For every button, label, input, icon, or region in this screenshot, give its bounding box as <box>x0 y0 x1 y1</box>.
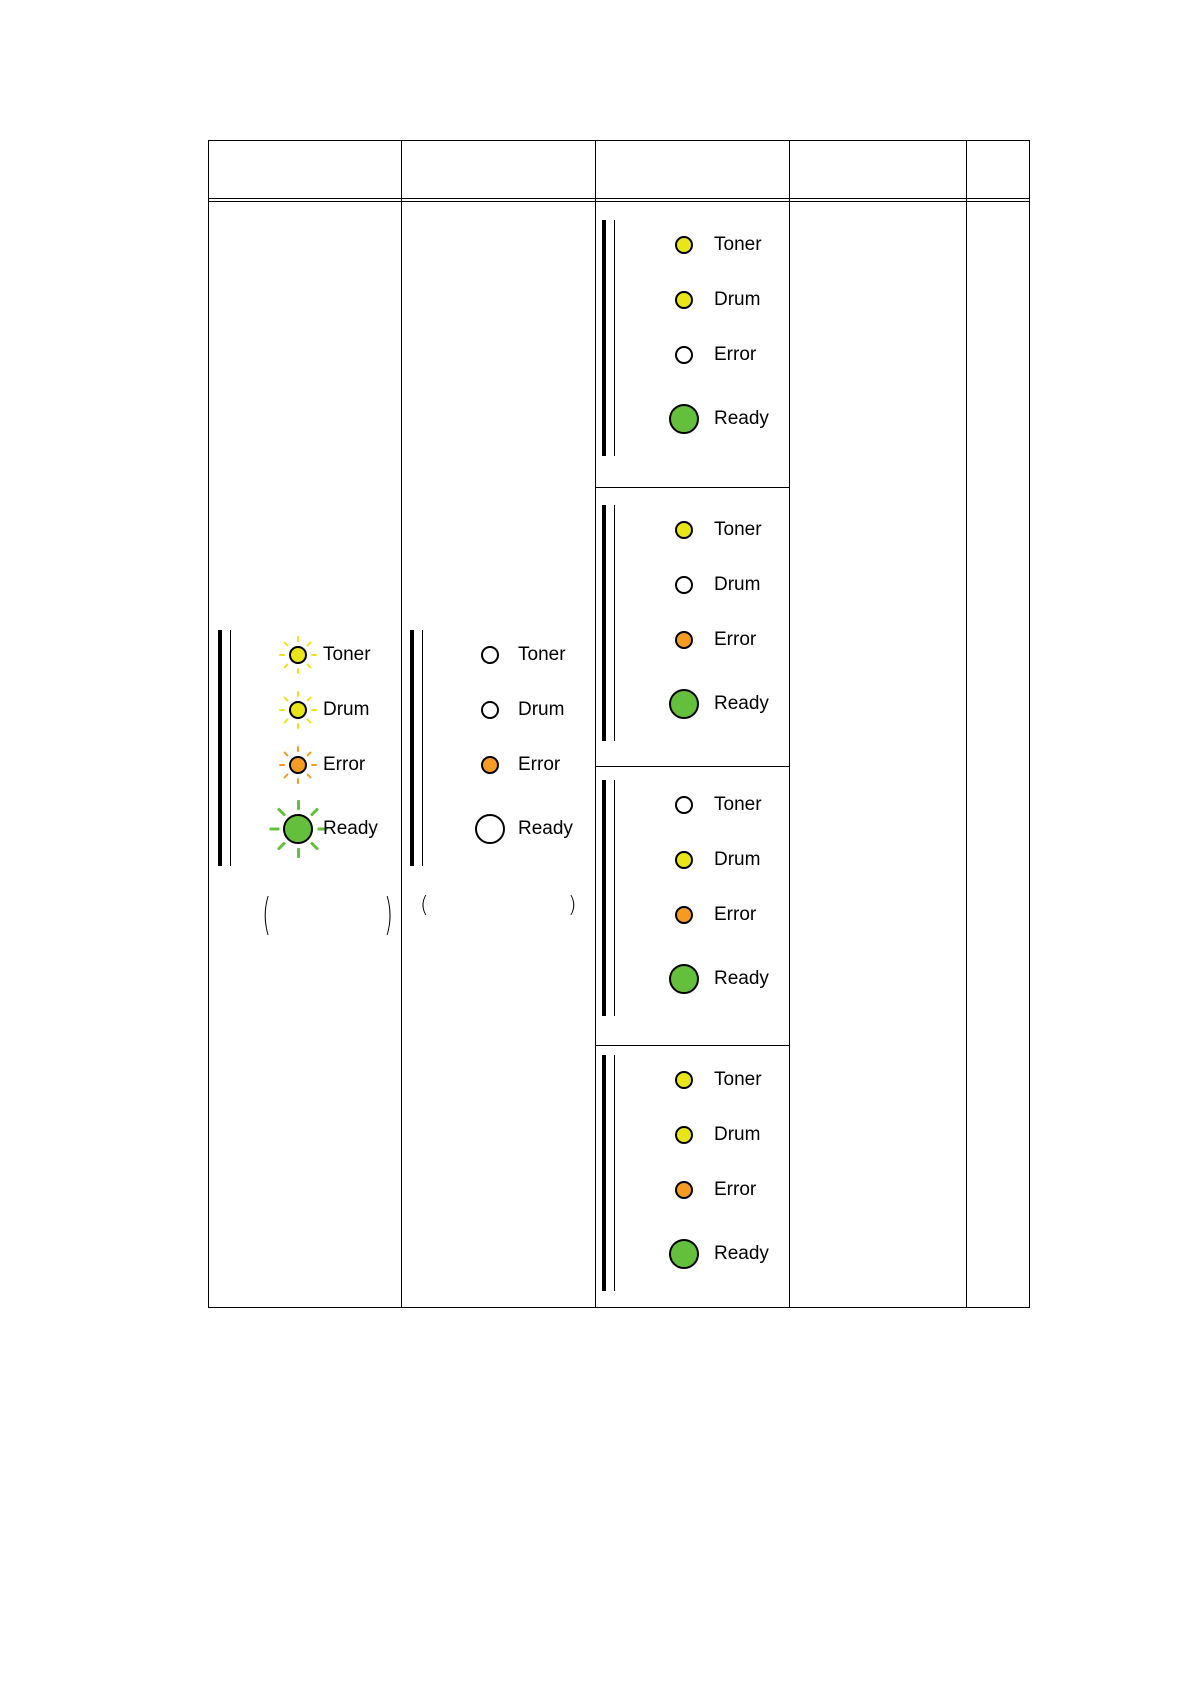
toner-led-icon <box>675 1071 693 1089</box>
led-row-ready <box>602 959 792 999</box>
ready-led-icon <box>669 404 699 434</box>
drum-led-icon <box>481 701 499 719</box>
ready-led-icon <box>669 689 699 719</box>
ready-label: Ready <box>714 1243 769 1264</box>
ready-label: Ready <box>323 818 378 839</box>
error-led-icon <box>675 631 693 649</box>
row-divider <box>595 766 789 767</box>
drum-label: Drum <box>323 699 370 720</box>
header-cell-1 <box>209 141 401 198</box>
error-label: Error <box>714 344 757 365</box>
toner-led-icon <box>675 521 693 539</box>
drum-led-icon <box>675 576 693 594</box>
header-cell-3 <box>596 141 789 198</box>
blink-ray-icon <box>297 746 299 752</box>
blink-ray-icon <box>297 778 299 784</box>
led-row-ready <box>602 399 792 439</box>
blink-ray-icon <box>283 696 289 702</box>
blink-ray-icon <box>279 764 285 766</box>
led-panel-col2 <box>410 630 600 870</box>
error-label: Error <box>518 754 561 775</box>
toner-label: Toner <box>714 1069 762 1090</box>
led-panel-col1-blinking <box>218 630 408 870</box>
led-row-drum <box>410 690 600 730</box>
blink-ray-icon <box>283 751 289 757</box>
led-panel-col3-a <box>602 220 792 460</box>
toner-label: Toner <box>714 234 762 255</box>
toner-led-icon <box>675 796 693 814</box>
blink-ray-icon <box>310 841 319 850</box>
drum-label: Drum <box>714 289 761 310</box>
toner-led-icon <box>289 646 307 664</box>
blink-ray-icon <box>283 718 289 724</box>
ready-led-icon <box>669 964 699 994</box>
error-led-icon <box>481 756 499 774</box>
blink-ray-icon <box>283 663 289 669</box>
led-row-toner <box>602 1060 792 1100</box>
header-cell-5 <box>967 141 1031 198</box>
blink-ray-icon <box>276 807 285 816</box>
led-panel-col3-c <box>602 780 792 1020</box>
drum-led-icon <box>675 291 693 309</box>
error-label: Error <box>323 754 366 775</box>
blink-ray-icon <box>306 663 312 669</box>
blink-ray-icon <box>297 668 299 674</box>
led-row-ready <box>602 684 792 724</box>
blink-ray-icon <box>311 764 317 766</box>
blink-ray-icon <box>306 773 312 779</box>
blink-ray-icon <box>306 696 312 702</box>
blink-ray-icon <box>279 709 285 711</box>
error-led-icon <box>675 1181 693 1199</box>
led-panel-col3-b <box>602 505 792 745</box>
header-cell-4 <box>790 141 966 198</box>
toner-led-icon <box>675 236 693 254</box>
ready-led-icon <box>669 1239 699 1269</box>
row-divider <box>595 487 789 488</box>
led-row-ready <box>602 1234 792 1274</box>
blink-ray-icon <box>310 807 319 816</box>
paren-open: ( <box>262 889 271 940</box>
blink-ray-icon <box>306 751 312 757</box>
toner-led-icon <box>481 646 499 664</box>
led-row-error <box>602 335 792 375</box>
ready-label: Ready <box>714 968 769 989</box>
ready-label: Ready <box>714 693 769 714</box>
led-row-error <box>602 1170 792 1210</box>
led-row-error <box>602 620 792 660</box>
blink-ray-icon <box>283 641 289 647</box>
row-divider <box>595 1045 789 1046</box>
led-row-drum <box>602 565 792 605</box>
drum-label: Drum <box>714 574 761 595</box>
toner-label: Toner <box>323 644 371 665</box>
error-label: Error <box>714 629 757 650</box>
toner-label: Toner <box>714 519 762 540</box>
blink-ray-icon <box>297 636 299 642</box>
led-row-toner <box>602 510 792 550</box>
led-row-drum <box>602 840 792 880</box>
toner-label: Toner <box>714 794 762 815</box>
paren-close: ) <box>568 893 577 918</box>
led-row-toner <box>218 635 408 675</box>
blink-ray-icon <box>297 848 300 858</box>
led-row-drum <box>218 690 408 730</box>
error-label: Error <box>714 1179 757 1200</box>
header-rule <box>209 198 1029 199</box>
led-row-toner <box>410 635 600 675</box>
led-row-ready <box>410 809 600 849</box>
blink-ray-icon <box>311 709 317 711</box>
led-row-drum <box>602 1115 792 1155</box>
blink-ray-icon <box>297 723 299 729</box>
led-row-ready <box>218 809 408 849</box>
blink-ray-icon <box>306 641 312 647</box>
blink-ray-icon <box>297 691 299 697</box>
drum-label: Drum <box>714 1124 761 1145</box>
paren-open: ( <box>420 893 429 918</box>
header-cell-2 <box>402 141 595 198</box>
led-row-error <box>218 745 408 785</box>
led-panel-col3-d <box>602 1055 792 1295</box>
blink-ray-icon <box>269 828 279 831</box>
drum-label: Drum <box>714 849 761 870</box>
header-rule <box>209 201 1029 202</box>
drum-led-icon <box>675 851 693 869</box>
blink-ray-icon <box>283 773 289 779</box>
led-row-error <box>602 895 792 935</box>
blink-ray-icon <box>311 654 317 656</box>
blink-ray-icon <box>306 718 312 724</box>
led-row-toner <box>602 785 792 825</box>
drum-label: Drum <box>518 699 565 720</box>
blink-ray-icon <box>279 654 285 656</box>
ready-label: Ready <box>714 408 769 429</box>
led-row-error <box>410 745 600 785</box>
led-row-toner <box>602 225 792 265</box>
error-led-icon <box>289 756 307 774</box>
paren-close: ) <box>384 889 393 940</box>
drum-led-icon <box>289 701 307 719</box>
error-led-icon <box>675 346 693 364</box>
drum-led-icon <box>675 1126 693 1144</box>
ready-led-icon <box>283 814 313 844</box>
error-label: Error <box>714 904 757 925</box>
ready-label: Ready <box>518 818 573 839</box>
blink-ray-icon <box>297 800 300 810</box>
column-divider <box>966 141 967 1307</box>
ready-led-icon <box>475 814 505 844</box>
toner-label: Toner <box>518 644 566 665</box>
blink-ray-icon <box>276 841 285 850</box>
error-led-icon <box>675 906 693 924</box>
led-row-drum <box>602 280 792 320</box>
